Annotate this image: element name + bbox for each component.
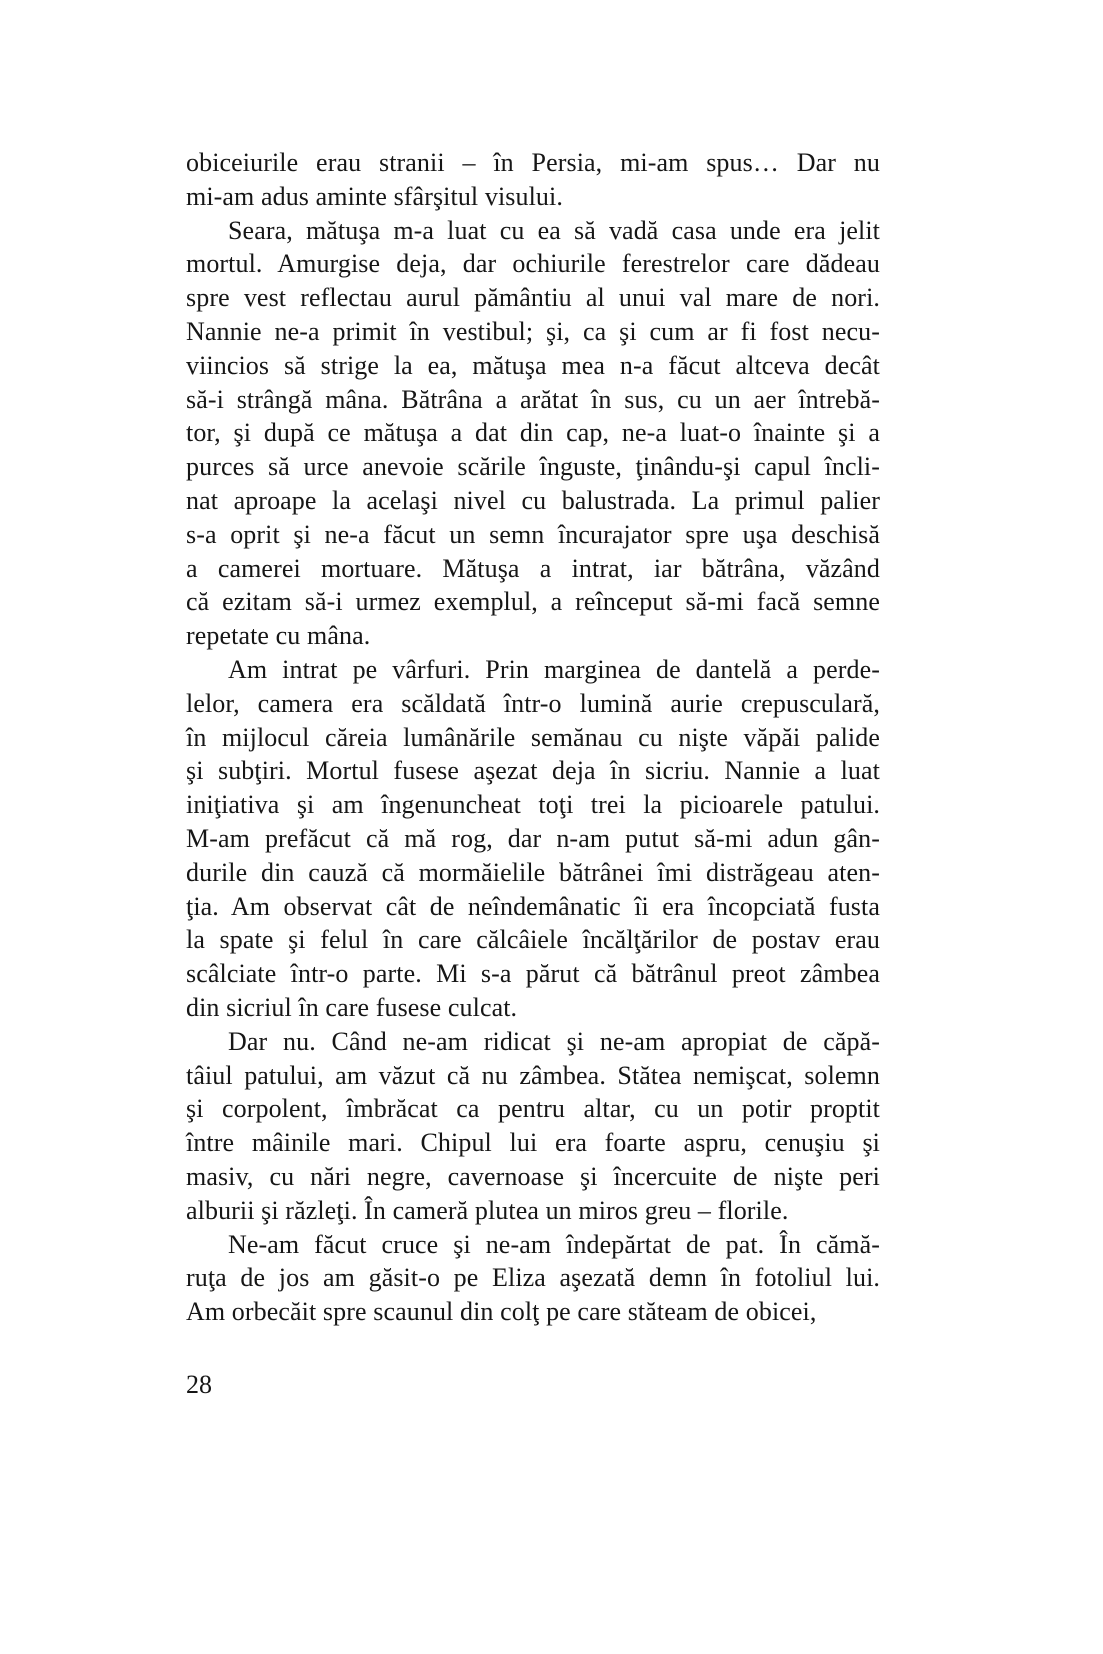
text-line: Seara, mătuşa m-a luat cu ea să vadă casa unde era jelit [228,215,880,245]
text-line: spre vest reflectau aurul pământiu al unui val mare de nori. [186,283,880,313]
text-line: că ezitam să-i urmez exemplul, a reînceput să-mi facă semne [186,587,880,617]
text-line: viincios să strige la ea, mătuşa mea n-a făcut altceva decât [186,350,880,380]
text-line: ruţa de jos am găsit-o pe Eliza aşezată demn în fotoliul lui. [186,1263,880,1293]
page-number: 28 [186,1370,212,1399]
text-line: mortul. Amurgise deja, dar ochiurile ferestrelor care dădeau [186,249,880,279]
text-line: Am intrat pe vârfuri. Prin marginea de dantelă a perde- [228,654,880,684]
text-line: durile din cauză că mormăielile bătrânei îmi distrăgeau aten- [186,857,880,887]
text-line: repetate cu mâna. [186,621,371,651]
text-line: Ne-am făcut cruce şi ne-am îndepărtat de pat. În cămă- [228,1229,880,1259]
text-line: scâlciate într-o parte. Mi s-a părut că bătrânul preot zâmbea [186,959,880,989]
text-line: şi subţiri. Mortul fusese aşezat deja în sicriu. Nannie a luat [186,756,880,786]
text-line: masiv, cu nări negre, cavernoase şi încercuite de nişte peri [186,1161,880,1191]
text-line: ţia. Am observat cât de neîndemânatic îi era încopciată fusta [186,891,880,921]
text-line: tor, şi după ce mătuşa a dat din cap, ne-a luat-o înainte şi a [186,418,880,448]
text-line: şi corpolent, îmbrăcat ca pentru altar, cu un potir proptit [186,1094,880,1124]
text-line: în mijlocul căreia lumânările semănau cu nişte văpăi palide [186,722,880,752]
paragraph [186,1228,880,1329]
text-line: a camerei mortuare. Mătuşa a intrat, iar bătrâna, văzând [186,553,880,583]
paragraph [186,1025,880,1228]
text-line: obiceiurile erau stranii – în Persia, mi-am spus… Dar nu [186,148,880,177]
text-line: din sicriul în care fusese culcat. [186,992,518,1022]
text-line: purces să urce anevoie scările înguste, ţinându-şi capul încli- [186,452,880,482]
paragraph [186,146,880,214]
text-line: iniţiativa şi am îngenuncheat toţi trei la picioarele patului. [186,790,880,820]
text-line: să-i strângă mâna. Bătrâna a arătat în sus, cu un aer întrebă- [186,384,880,414]
text-line: mi-am adus aminte sfârşitul visului. [186,181,563,211]
text-line: Am orbecăit spre scaunul din colţ pe care stăteam de obicei, [186,1297,817,1327]
paragraph [186,214,880,653]
paragraph [186,653,880,1025]
text-line: s-a oprit şi ne-a făcut un semn încurajator spre uşa deschisă [186,519,880,549]
text-line: la spate şi felul în care călcâiele încălţărilor de postav erau [186,925,880,955]
text-line: lelor, camera era scăldată într-o lumină aurie crepusculară, [186,688,880,718]
page-text [186,146,880,1329]
text-line: Dar nu. Când ne-am ridicat şi ne-am apropiat de căpă- [228,1026,880,1056]
text-line: între mâinile mari. Chipul lui era foarte aspru, cenuşiu şi [186,1128,880,1158]
text-line: tâiul patului, am văzut că nu zâmbea. Stătea nemişcat, solemn [186,1060,880,1090]
text-line: Nannie ne-a primit în vestibul; şi, ca şi cum ar fi fost necu- [186,316,880,346]
text-line: M-am prefăcut că mă rog, dar n-am putut să-mi adun gân- [186,823,880,853]
text-line: alburii şi răzleţi. În cameră plutea un miros greu – florile. [186,1195,789,1225]
text-line: nat aproape la acelaşi nivel cu balustrada. La primul palier [186,485,880,515]
